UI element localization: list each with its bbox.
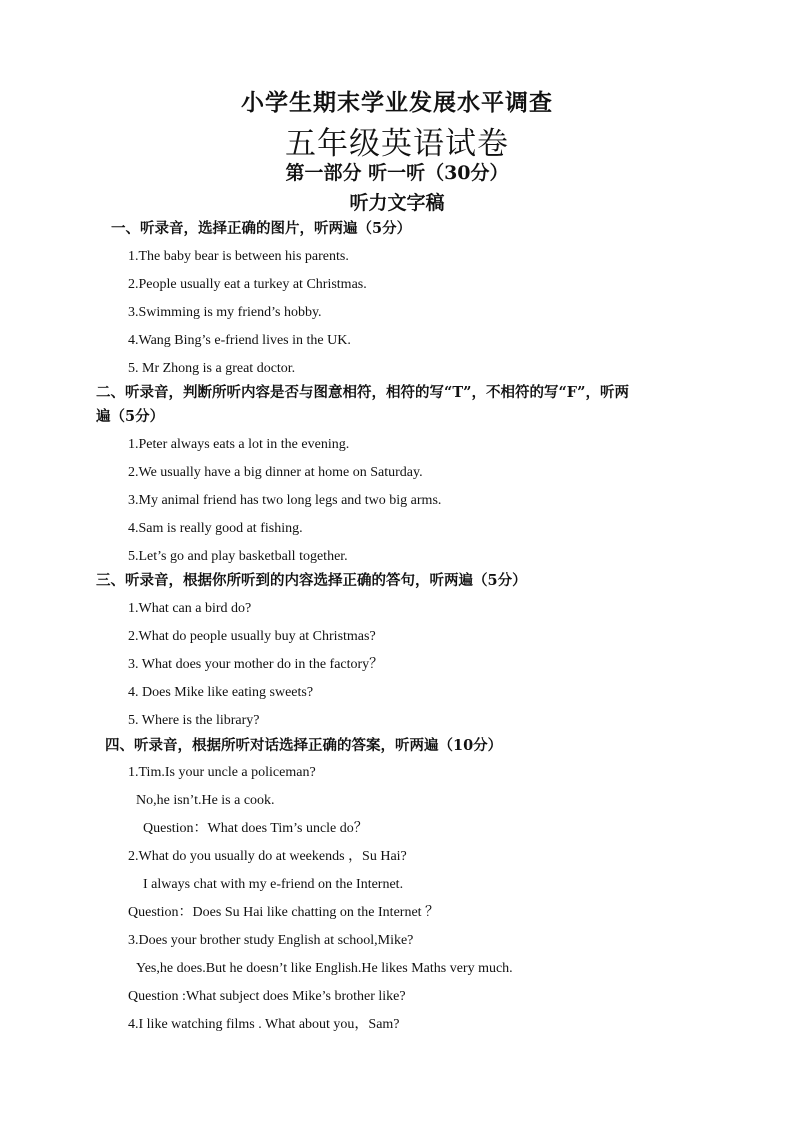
list-item: 4.Wang Bing’s e-friend lives in the UK. — [128, 333, 351, 348]
section-1-heading: 一、听录音，选择正确的图片，听两遍（5分） — [111, 220, 412, 237]
list-item: 3.My animal friend has two long legs and two big arms. — [128, 493, 442, 508]
list-item: Question :What subject does Mike’s brother like? — [128, 989, 406, 1004]
list-item: I always chat with my e-friend on the Internet. — [143, 877, 404, 892]
list-item: 3.Does your brother study English at school,Mike? — [128, 933, 414, 948]
list-item: 5. Mr Zhong is a great doctor. — [128, 361, 296, 376]
list-item: Question：What does Tim’s uncle do？ — [143, 821, 368, 836]
section-4-heading: 四、听录音，根据所听对话选择正确的答案，听两遍（10分） — [105, 737, 503, 754]
list-item: 2.What do you usually do at weekends ，Su Hai? — [128, 849, 407, 864]
list-item: 1.Peter always eats a lot in the evening. — [128, 437, 350, 452]
list-item: No,he isn’t.He is a cook. — [136, 793, 275, 808]
list-item: 1.Tim.Is your uncle a policeman? — [128, 765, 316, 780]
list-item: Question：Does Su Hai like chatting on the Internet ？ — [128, 905, 440, 920]
list-item: 2.People usually eat a turkey at Christmas. — [128, 277, 367, 292]
list-item: 1.What can a bird do? — [128, 601, 252, 616]
list-item: Yes,he does.But he doesn’t like English.He likes Maths very much. — [136, 961, 513, 976]
list-item: 3. What does your mother do in the factory？ — [128, 657, 384, 672]
school-title: 小学生期末学业发展水平调查 — [241, 89, 553, 116]
part-title: 第一部分 听一听（30分） — [285, 162, 509, 184]
list-item: 2.What do people usually buy at Christmas? — [128, 629, 376, 644]
section-3-heading: 三、听录音，根据你所听到的内容选择正确的答句，听两遍（5分） — [96, 572, 527, 589]
list-item: 1.The baby bear is between his parents. — [128, 249, 349, 264]
list-item: 5.Let’s go and play basketball together. — [128, 549, 348, 564]
script-title: 听力文字稿 — [349, 192, 445, 214]
exam-title: 五年级英语试卷 — [285, 126, 509, 162]
list-item: 4.I like watching films . What about you，Sam? — [128, 1017, 400, 1032]
section-2-heading: 二、听录音，判断所听内容是否与图意相符，相符的写“T”，不相符的写“F”，听两 — [96, 384, 629, 401]
section-2-heading-cont: 遍（5分） — [96, 408, 165, 425]
list-item: 3.Swimming is my friend’s hobby. — [128, 305, 322, 320]
list-item: 4.Sam is really good at fishing. — [128, 521, 303, 536]
list-item: 5. Where is the library? — [128, 713, 260, 728]
list-item: 4. Does Mike like eating sweets? — [128, 685, 314, 700]
list-item: 2.We usually have a big dinner at home on Saturday. — [128, 465, 423, 480]
